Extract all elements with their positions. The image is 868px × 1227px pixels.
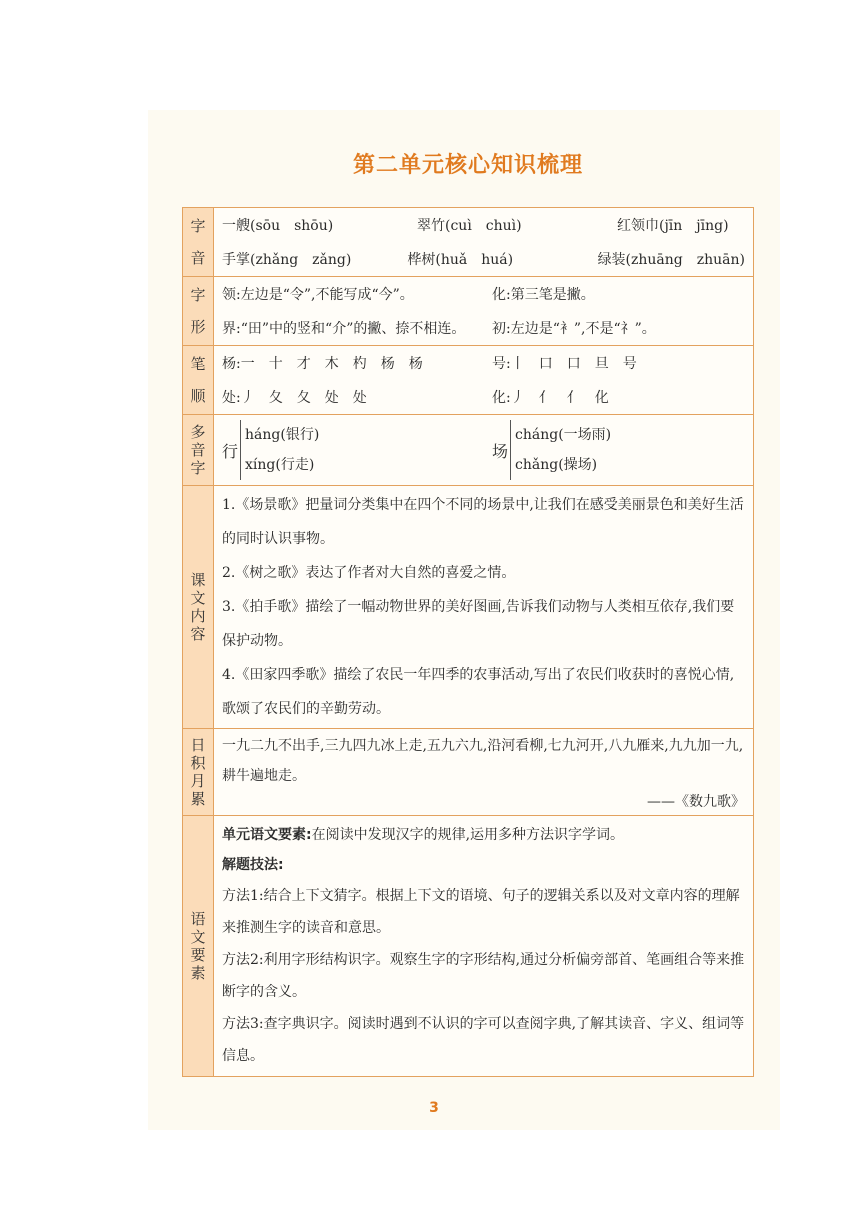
section-body bbox=[214, 729, 754, 816]
section-zi-xing bbox=[183, 277, 754, 346]
polyphone-group bbox=[222, 420, 492, 480]
section-bi-shun bbox=[183, 346, 754, 415]
section-label: 字 形 bbox=[183, 277, 214, 346]
reading: háng(银行) bbox=[245, 427, 320, 443]
pinyin-item: 手掌(zhǎng zǎng) bbox=[222, 252, 352, 268]
section-label: 语 文 要 素 bbox=[183, 816, 214, 1077]
page-number: 3 bbox=[429, 1100, 439, 1116]
pinyin-item: 翠竹(cuì chuì) bbox=[417, 218, 522, 234]
section-label: 日 积 月 累 bbox=[183, 729, 214, 816]
page-title: 第二单元核心知识梳理 bbox=[352, 153, 583, 178]
method-item: 方法1:结合上下文猜字。根据上下文的语境、句子的逻辑关系以及对文章内容的理解来推测生字的读音和意思。 bbox=[222, 888, 740, 936]
stroke-order: 号:丨 口 口 旦 号 bbox=[492, 356, 637, 372]
shape-note: 化:第三笔是撇。 bbox=[492, 287, 595, 303]
section-zi-yin bbox=[183, 208, 754, 277]
stroke-order: 化:丿 亻 亻 化 bbox=[492, 390, 609, 406]
stroke-order: 处:丿 夂 夂 处 处 bbox=[222, 390, 367, 406]
polyphone-group bbox=[492, 420, 611, 480]
shape-note: 界:“田”中的竖和“介”的撇、捺不相连。 bbox=[222, 321, 466, 337]
section-label: 课 文 内 容 bbox=[183, 486, 214, 729]
pinyin-item: 绿装(zhuāng zhuān) bbox=[597, 252, 745, 268]
knowledge-table bbox=[182, 207, 754, 1077]
section-ri-ji bbox=[183, 729, 754, 816]
brace bbox=[240, 420, 319, 480]
lesson-item: 1.《场景歌》把量词分类集中在四个不同的场景中,让我们在感受美丽景色和美好生活的同时认识事物。 bbox=[222, 497, 744, 547]
section-label: 多 音 字 bbox=[183, 415, 214, 486]
section-body bbox=[214, 816, 754, 1077]
shape-note: 初:左边是“衤”,不是“礻”。 bbox=[492, 321, 656, 337]
polyphone-char: 行 bbox=[222, 441, 239, 461]
lesson-item: 4.《田家四季歌》描绘了农民一年四季的农事活动,写出了农民们收获时的喜悦心情,歌颂了农民们的辛勤劳动。 bbox=[222, 667, 735, 717]
section-ke-wen bbox=[183, 486, 754, 729]
reading: xíng(行走) bbox=[245, 457, 315, 473]
section-body bbox=[214, 486, 754, 729]
lesson-item: 2.《树之歌》表达了作者对大自然的喜爱之情。 bbox=[222, 565, 516, 581]
pinyin-item: 桦树(huǎ huá) bbox=[407, 252, 514, 268]
element-text: 在阅读中发现汉字的规律,运用多种方法识字学词。 bbox=[311, 827, 625, 843]
shape-note: 领:左边是“令”,不能写成“今”。 bbox=[222, 287, 414, 303]
reading: cháng(一场雨) bbox=[515, 427, 612, 443]
rhyme-text: 一九二九不出手,三九四九冰上走,五九六九,沿河看柳,七九河开,八九雁来,九九加一九,耕牛遍地走。 bbox=[222, 738, 744, 784]
method-item: 方法2:利用字形结构识字。观察生字的字形结构,通过分析偏旁部首、笔画组合等来推断字的含义。 bbox=[222, 952, 745, 1000]
section-label: 笔 顺 bbox=[183, 346, 214, 415]
pinyin-item: 一艘(sōu shōu) bbox=[222, 218, 334, 234]
polyphone-char: 场 bbox=[492, 441, 509, 461]
reading: chǎng(操场) bbox=[515, 457, 598, 473]
rhyme-source: ——《数九歌》 bbox=[647, 794, 745, 810]
section-label: 字 音 bbox=[183, 208, 214, 277]
element-label: 单元语文要素: bbox=[222, 827, 312, 843]
brace bbox=[510, 420, 611, 480]
skills-label: 解题技法: bbox=[222, 857, 284, 873]
pinyin-item: 红领巾(jīn jīng) bbox=[617, 218, 729, 234]
section-yu-wen bbox=[183, 816, 754, 1077]
section-body bbox=[214, 346, 754, 415]
section-duo-yin-zi bbox=[183, 415, 754, 486]
method-item: 方法3:查字典识字。阅读时遇到不认识的字可以查阅字典,了解其读音、字义、组词等信息。 bbox=[222, 1016, 745, 1064]
lesson-item: 3.《拍手歌》描绘了一幅动物世界的美好图画,告诉我们动物与人类相互依存,我们要保护动物。 bbox=[222, 599, 735, 649]
section-body bbox=[214, 415, 754, 486]
section-body bbox=[214, 277, 754, 346]
section-body bbox=[214, 208, 754, 277]
stroke-order: 杨:一 十 才 木 杓 杨 杨 bbox=[222, 356, 423, 372]
